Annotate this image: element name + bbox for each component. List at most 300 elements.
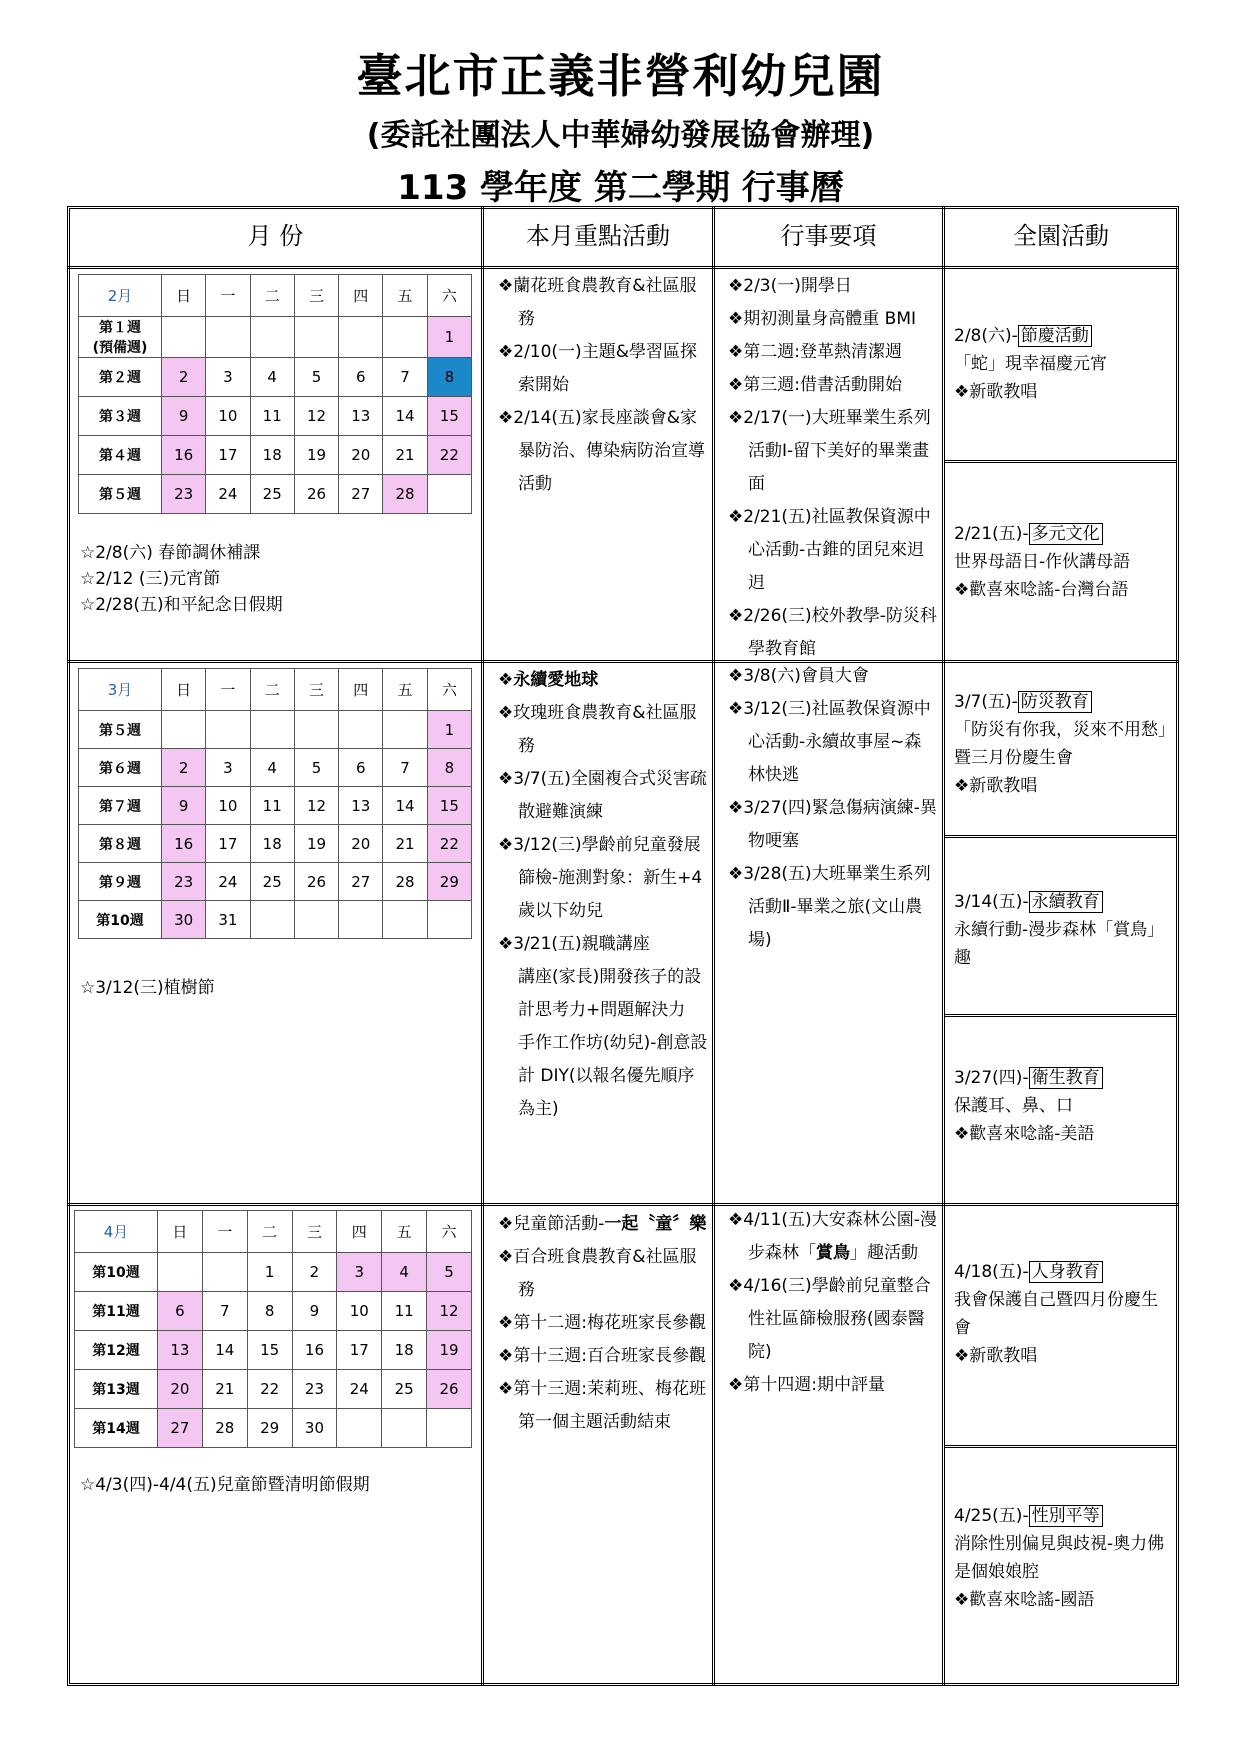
bullet-icon: ❖ <box>498 1379 514 1399</box>
day-cell: 18 <box>382 1331 427 1370</box>
day-cell: 21 <box>383 825 427 863</box>
bullet-icon: ❖ <box>728 1375 744 1395</box>
day-cell: 22 <box>427 825 471 863</box>
day-cell: 22 <box>247 1370 292 1409</box>
week-row <box>79 901 472 939</box>
week-row <box>79 397 472 436</box>
item-text: 蘭花班食農教育&社區服務 <box>513 276 697 329</box>
day-cell: 11 <box>250 787 294 825</box>
focus-item <box>490 1307 708 1340</box>
event-date-line <box>954 688 1174 716</box>
april-agenda <box>720 1204 938 1402</box>
agenda-item <box>720 858 938 957</box>
item-text: 2/3(一)開學日 <box>743 276 852 296</box>
weekday-label: 二 <box>250 275 294 317</box>
calendar-header-row <box>79 275 472 317</box>
item-text: 百合班食農教育&社區服務 <box>513 1247 697 1300</box>
day-cell: 18 <box>250 436 294 475</box>
item-text: 2/17(一)大班畢業生系列活動Ⅰ-留下美好的畢業畫面 <box>743 408 931 494</box>
event-divider <box>944 835 1176 838</box>
day-cell: 5 <box>294 358 338 397</box>
week-label: 第11週 <box>75 1292 158 1331</box>
day-cell: 17 <box>337 1331 382 1370</box>
april-event <box>954 1502 1174 1614</box>
agenda-item <box>720 1369 938 1402</box>
focus-subitem: 手作工作坊(幼兒)-創意設計 DIY(以報名優先順序為主) <box>518 1033 708 1119</box>
weekday-label: 四 <box>339 669 383 711</box>
day-cell: 7 <box>383 749 427 787</box>
february-agenda <box>720 270 938 666</box>
day-cell: 26 <box>427 1370 472 1409</box>
column-divider <box>712 206 715 1686</box>
event-bullet-text: 歡喜來唸謠-台灣台語 <box>969 580 1129 600</box>
event-desc: 我會保護自己暨四月份慶生會 <box>954 1290 1158 1338</box>
day-cell: 15 <box>427 787 471 825</box>
day-cell: 11 <box>382 1292 427 1331</box>
april-event <box>954 1258 1174 1370</box>
bullet-icon: ❖ <box>728 507 744 527</box>
march-event <box>954 888 1174 972</box>
day-cell: 23 <box>162 863 206 901</box>
event-date-line <box>954 520 1174 548</box>
day-cell: 16 <box>162 436 206 475</box>
day-cell: 25 <box>250 475 294 514</box>
item-text: 2/26(三)校外教學-防災科學教育館 <box>743 606 937 659</box>
agenda-item <box>720 660 938 693</box>
march-event <box>954 1064 1174 1148</box>
event-bullet-text: 新歌教唱 <box>969 1346 1038 1366</box>
week-label: 第13週 <box>75 1370 158 1409</box>
weekday-label: 一 <box>206 275 250 317</box>
week-label: 第３週 <box>79 397 162 436</box>
day-cell: 16 <box>292 1331 337 1370</box>
bullet-icon: ❖ <box>728 699 744 719</box>
focus-item <box>490 270 708 336</box>
item-text: 3/27(四)緊急傷病演練-異物哽塞 <box>743 798 937 851</box>
day-cell <box>206 317 250 358</box>
week-label: 第５週 <box>79 711 162 749</box>
bullet-icon: ❖ <box>728 864 744 884</box>
week-row <box>75 1292 472 1331</box>
event-date: 2/8(六)- <box>954 326 1018 346</box>
day-cell: 11 <box>250 397 294 436</box>
day-cell: 24 <box>337 1370 382 1409</box>
event-date: 3/14(五)- <box>954 892 1029 912</box>
day-cell: 21 <box>383 436 427 475</box>
event-theme: 人身教育 <box>1029 1261 1103 1283</box>
event-desc: 永續行動-漫步森林「賞鳥」趣 <box>954 920 1165 968</box>
day-cell: 24 <box>206 863 250 901</box>
day-cell: 8 <box>247 1292 292 1331</box>
day-cell: 29 <box>427 863 471 901</box>
page-title: 臺北市正義非營利幼兒園 <box>356 49 885 103</box>
day-cell: 1 <box>427 317 471 358</box>
march-agenda <box>720 660 938 957</box>
february-event <box>954 520 1174 604</box>
month-label: 3月 <box>79 669 162 711</box>
bullet-icon: ❖ <box>728 276 744 296</box>
week-row <box>79 358 472 397</box>
bullet-icon: ❖ <box>498 1346 514 1366</box>
week-label: 第10週 <box>79 901 162 939</box>
event-bullet-text: 新歌教唱 <box>969 382 1038 402</box>
weekday-label: 四 <box>337 1211 382 1253</box>
day-cell: 1 <box>427 711 471 749</box>
note-line: ☆2/8(六) 春節調休補課 <box>80 543 261 563</box>
event-bullet-line <box>954 1342 1174 1370</box>
item-text: 3/12(三)學齡前兒童發展篩檢-施測對象：新生+4 歲以下幼兒 <box>513 835 703 921</box>
week-row <box>79 787 472 825</box>
day-cell: 5 <box>427 1253 472 1292</box>
day-cell <box>427 1409 472 1448</box>
bullet-icon: ❖ <box>954 1346 970 1366</box>
day-cell: 30 <box>292 1409 337 1448</box>
day-cell: 2 <box>162 358 206 397</box>
event-bullet-text: 歡喜來唸謠-美語 <box>969 1124 1095 1144</box>
day-cell: 15 <box>247 1331 292 1370</box>
focus-item <box>490 697 708 763</box>
event-bullet-line <box>954 378 1174 406</box>
calendar-header-row <box>79 669 472 711</box>
day-cell: 19 <box>294 436 338 475</box>
calendar-header-row <box>75 1211 472 1253</box>
bullet-icon: ❖ <box>728 666 744 686</box>
week-row <box>79 711 472 749</box>
event-date-line <box>954 1502 1174 1530</box>
bullet-icon: ❖ <box>498 835 514 855</box>
day-cell: 25 <box>250 863 294 901</box>
column-divider <box>481 206 484 1686</box>
weekday-label: 五 <box>383 275 427 317</box>
bullet-icon: ❖ <box>498 1313 514 1333</box>
week-label: 第２週 <box>79 358 162 397</box>
day-cell <box>294 317 338 358</box>
note-line: ☆3/12(三)植樹節 <box>80 978 215 998</box>
header-events: 全園活動 <box>1013 222 1109 250</box>
weekday-label: 四 <box>339 275 383 317</box>
february-calendar <box>78 274 472 514</box>
weekday-label: 六 <box>427 1211 472 1253</box>
bullet-icon: ❖ <box>728 798 744 818</box>
focus-item <box>490 1208 708 1241</box>
bullet-icon: ❖ <box>728 1276 744 1296</box>
day-cell: 23 <box>162 475 206 514</box>
day-cell: 12 <box>427 1292 472 1331</box>
day-cell: 26 <box>294 475 338 514</box>
week-row <box>79 317 472 358</box>
weekday-label: 日 <box>158 1211 203 1253</box>
day-cell: 6 <box>339 358 383 397</box>
day-cell: 23 <box>292 1370 337 1409</box>
february-notes <box>80 540 470 618</box>
day-cell: 3 <box>206 358 250 397</box>
event-desc: 「蛇」現幸福慶元宵 <box>954 354 1107 374</box>
agenda-item <box>720 402 938 501</box>
day-cell: 13 <box>339 397 383 436</box>
event-bullet-line <box>954 1120 1174 1148</box>
focus-item <box>490 402 708 501</box>
bullet-icon: ❖ <box>954 1590 970 1610</box>
day-cell: 10 <box>206 397 250 436</box>
day-cell: 7 <box>383 358 427 397</box>
event-date-line <box>954 322 1174 350</box>
item-text: 3/8(六)會員大會 <box>743 666 869 686</box>
weekday-label: 一 <box>206 669 250 711</box>
bullet-icon: ❖ <box>728 375 744 395</box>
week-label: 第12週 <box>75 1331 158 1370</box>
day-cell <box>294 901 338 939</box>
item-text: 2/10(一)主題&學習區探索開始 <box>513 342 697 395</box>
week-row <box>79 436 472 475</box>
bullet-icon: ❖ <box>728 408 744 428</box>
week-label: 第10週 <box>75 1253 158 1292</box>
week-row <box>79 749 472 787</box>
bullet-icon: ❖ <box>728 309 744 329</box>
bullet-icon: ❖ <box>498 703 514 723</box>
day-cell: 27 <box>339 475 383 514</box>
event-theme: 防災教育 <box>1018 691 1092 713</box>
day-cell <box>250 317 294 358</box>
column-divider <box>942 206 945 1686</box>
weekday-label: 五 <box>382 1211 427 1253</box>
event-desc: 消除性別偏見與歧視-奧力佛是個娘娘腔 <box>954 1534 1165 1582</box>
day-cell: 12 <box>294 397 338 436</box>
bullet-icon: ❖ <box>498 408 514 428</box>
day-cell <box>339 317 383 358</box>
day-cell <box>294 711 338 749</box>
week-label: 第５週 <box>79 475 162 514</box>
agenda-item <box>720 501 938 600</box>
item-text: 期初測量身高體重 BMI <box>743 309 916 329</box>
agenda-item <box>720 1204 938 1270</box>
item-text-bold: 賞鳥 <box>816 1243 850 1263</box>
day-cell: 15 <box>427 397 471 436</box>
day-cell: 19 <box>427 1331 472 1370</box>
event-theme: 性別平等 <box>1029 1505 1103 1527</box>
day-cell: 31 <box>206 901 250 939</box>
focus-item <box>490 928 708 961</box>
note-line: ☆2/28(五)和平紀念日假期 <box>80 595 283 615</box>
item-text: 第十三週:茉莉班、梅花班第一個主題活動結束 <box>513 1379 706 1432</box>
day-cell: 7 <box>202 1292 247 1331</box>
april-notes <box>80 1472 470 1498</box>
event-desc: 「防災有你我，災來不用愁」暨三月份慶生會 <box>954 720 1167 768</box>
event-divider <box>944 1014 1176 1017</box>
day-cell: 2 <box>292 1253 337 1292</box>
bullet-icon: ❖ <box>498 934 514 954</box>
week-row <box>79 863 472 901</box>
bullet-icon: ❖ <box>498 1247 514 1267</box>
agenda-item <box>720 693 938 792</box>
week-label: 第９週 <box>79 863 162 901</box>
day-cell: 9 <box>162 787 206 825</box>
day-cell: 6 <box>339 749 383 787</box>
day-cell: 19 <box>294 825 338 863</box>
day-cell: 14 <box>202 1331 247 1370</box>
weekday-label: 二 <box>250 669 294 711</box>
event-date: 2/21(五)- <box>954 524 1029 544</box>
item-text-bold: 一起〝童〞樂 <box>604 1214 707 1234</box>
note-line: ☆4/3(四)-4/4(五)兒童節暨清明節假期 <box>80 1475 370 1495</box>
row-divider <box>67 660 1179 663</box>
day-cell: 14 <box>383 397 427 436</box>
item-text: 兒童節活動- <box>513 1214 605 1234</box>
day-cell: 20 <box>339 825 383 863</box>
day-cell <box>383 901 427 939</box>
day-cell: 28 <box>383 475 427 514</box>
event-bullet-text: 新歌教唱 <box>969 776 1038 796</box>
day-cell <box>206 711 250 749</box>
day-cell: 20 <box>158 1370 203 1409</box>
focus-subitem: 講座(家長)開發孩子的設計思考力+問題解決力 <box>518 967 702 1020</box>
month-label: 4月 <box>75 1211 158 1253</box>
item-text: 3/28(五)大班畢業生系列活動Ⅱ-畢業之旅(文山農場) <box>743 864 931 950</box>
day-cell: 6 <box>158 1292 203 1331</box>
focus-item <box>490 664 708 697</box>
day-cell: 25 <box>382 1370 427 1409</box>
event-date: 3/7(五)- <box>954 692 1018 712</box>
agenda-item <box>720 303 938 336</box>
item-text: 第十四週:期中評量 <box>743 1375 885 1395</box>
week-label: 第４週 <box>79 436 162 475</box>
weekday-label: 三 <box>294 275 338 317</box>
april-calendar <box>74 1210 472 1448</box>
day-cell: 26 <box>294 863 338 901</box>
april-focus <box>490 1208 708 1439</box>
day-cell: 21 <box>202 1370 247 1409</box>
focus-item <box>490 763 708 829</box>
row-divider <box>67 1203 1179 1206</box>
agenda-item <box>720 270 938 303</box>
day-cell: 8 <box>427 749 471 787</box>
weekday-label: 二 <box>247 1211 292 1253</box>
day-cell: 17 <box>206 436 250 475</box>
day-cell: 22 <box>427 436 471 475</box>
item-text: 」趣活動 <box>850 1243 918 1263</box>
header-divider <box>67 266 1179 269</box>
event-date: 3/27(四)- <box>954 1068 1029 1088</box>
march-focus <box>490 664 708 1126</box>
bullet-icon: ❖ <box>954 580 970 600</box>
event-divider <box>944 1445 1176 1448</box>
weekday-label: 三 <box>292 1211 337 1253</box>
event-bullet-line <box>954 576 1174 604</box>
item-text: 4/11(五)大安森林公園-漫步森林「 <box>743 1210 937 1263</box>
bullet-icon: ❖ <box>728 1210 744 1230</box>
bullet-icon: ❖ <box>498 769 514 789</box>
item-text: 3/12(三)社區教保資源中心活動-永續故事屋~森林快逃 <box>743 699 931 785</box>
weekday-label: 日 <box>162 669 206 711</box>
page-subtitle: (委託社團法人中華婦幼發展協會辦理) <box>366 118 875 153</box>
bullet-icon: ❖ <box>954 382 970 402</box>
event-bullet-text: 歡喜來唸謠-國語 <box>969 1590 1095 1610</box>
week-label: 第７週 <box>79 787 162 825</box>
focus-item <box>490 336 708 402</box>
day-cell <box>382 1409 427 1448</box>
day-cell: 10 <box>206 787 250 825</box>
bullet-icon: ❖ <box>728 606 744 626</box>
week-label: 第８週 <box>79 825 162 863</box>
note-line: ☆2/12 (三)元宵節 <box>80 569 221 589</box>
week-row <box>75 1409 472 1448</box>
day-cell: 10 <box>337 1292 382 1331</box>
march-notes <box>80 975 470 1001</box>
bullet-icon: ❖ <box>498 1214 514 1234</box>
week-row <box>79 825 472 863</box>
event-desc: 保護耳、鼻、口 <box>954 1096 1073 1116</box>
day-cell: 12 <box>294 787 338 825</box>
day-cell: 9 <box>162 397 206 436</box>
day-cell: 27 <box>158 1409 203 1448</box>
focus-item <box>490 1241 708 1307</box>
event-bullet-line <box>954 772 1174 800</box>
header-agenda: 行事要項 <box>780 222 877 250</box>
week-row <box>79 475 472 514</box>
event-bullet-line <box>954 1586 1174 1614</box>
week-label: 第１週 (預備週) <box>79 317 162 358</box>
day-cell: 28 <box>383 863 427 901</box>
day-cell: 4 <box>250 749 294 787</box>
day-cell: 24 <box>206 475 250 514</box>
bullet-icon: ❖ <box>954 1124 970 1144</box>
day-cell: 16 <box>162 825 206 863</box>
day-cell: 4 <box>250 358 294 397</box>
focus-item <box>490 1340 708 1373</box>
day-cell: 8 <box>427 358 471 397</box>
calendar-heading: 113 學年度 第二學期 行事曆 <box>397 168 844 208</box>
item-text: 4/16(三)學齡前兒童整合性社區篩檢服務(國泰醫院) <box>743 1276 931 1362</box>
agenda-item <box>720 336 938 369</box>
day-cell: 13 <box>339 787 383 825</box>
weekday-label: 五 <box>383 669 427 711</box>
item-text: 第三週:借書活動開始 <box>743 375 902 395</box>
march-event <box>954 688 1174 800</box>
item-text: 第十二週:梅花班家長參觀 <box>513 1313 706 1333</box>
day-cell: 4 <box>382 1253 427 1292</box>
day-cell <box>250 711 294 749</box>
event-date-line <box>954 1064 1174 1092</box>
bullet-icon: ❖ <box>954 776 970 796</box>
event-theme: 衛生教育 <box>1029 1067 1103 1089</box>
bullet-icon: ❖ <box>498 670 514 690</box>
weekday-label: 三 <box>294 669 338 711</box>
event-date: 4/25(五)- <box>954 1506 1029 1526</box>
event-theme: 節慶活動 <box>1018 325 1092 347</box>
bullet-icon: ❖ <box>498 342 514 362</box>
day-cell: 5 <box>294 749 338 787</box>
week-row <box>75 1253 472 1292</box>
day-cell <box>383 711 427 749</box>
day-cell <box>162 711 206 749</box>
february-event <box>954 322 1174 406</box>
weekday-label: 一 <box>202 1211 247 1253</box>
item-text: 3/21(五)親職講座 <box>513 934 650 954</box>
day-cell: 28 <box>202 1409 247 1448</box>
week-row <box>75 1331 472 1370</box>
focus-item <box>490 829 708 928</box>
day-cell: 2 <box>162 749 206 787</box>
day-cell <box>427 475 471 514</box>
item-text: 2/14(五)家長座談會&家暴防治、傳染病防治宣導活動 <box>513 408 705 494</box>
event-theme: 多元文化 <box>1029 523 1103 545</box>
day-cell <box>383 317 427 358</box>
weekday-label: 六 <box>427 669 471 711</box>
day-cell: 3 <box>337 1253 382 1292</box>
day-cell: 18 <box>250 825 294 863</box>
agenda-item <box>720 1270 938 1369</box>
weekday-label: 日 <box>162 275 206 317</box>
agenda-item <box>720 369 938 402</box>
